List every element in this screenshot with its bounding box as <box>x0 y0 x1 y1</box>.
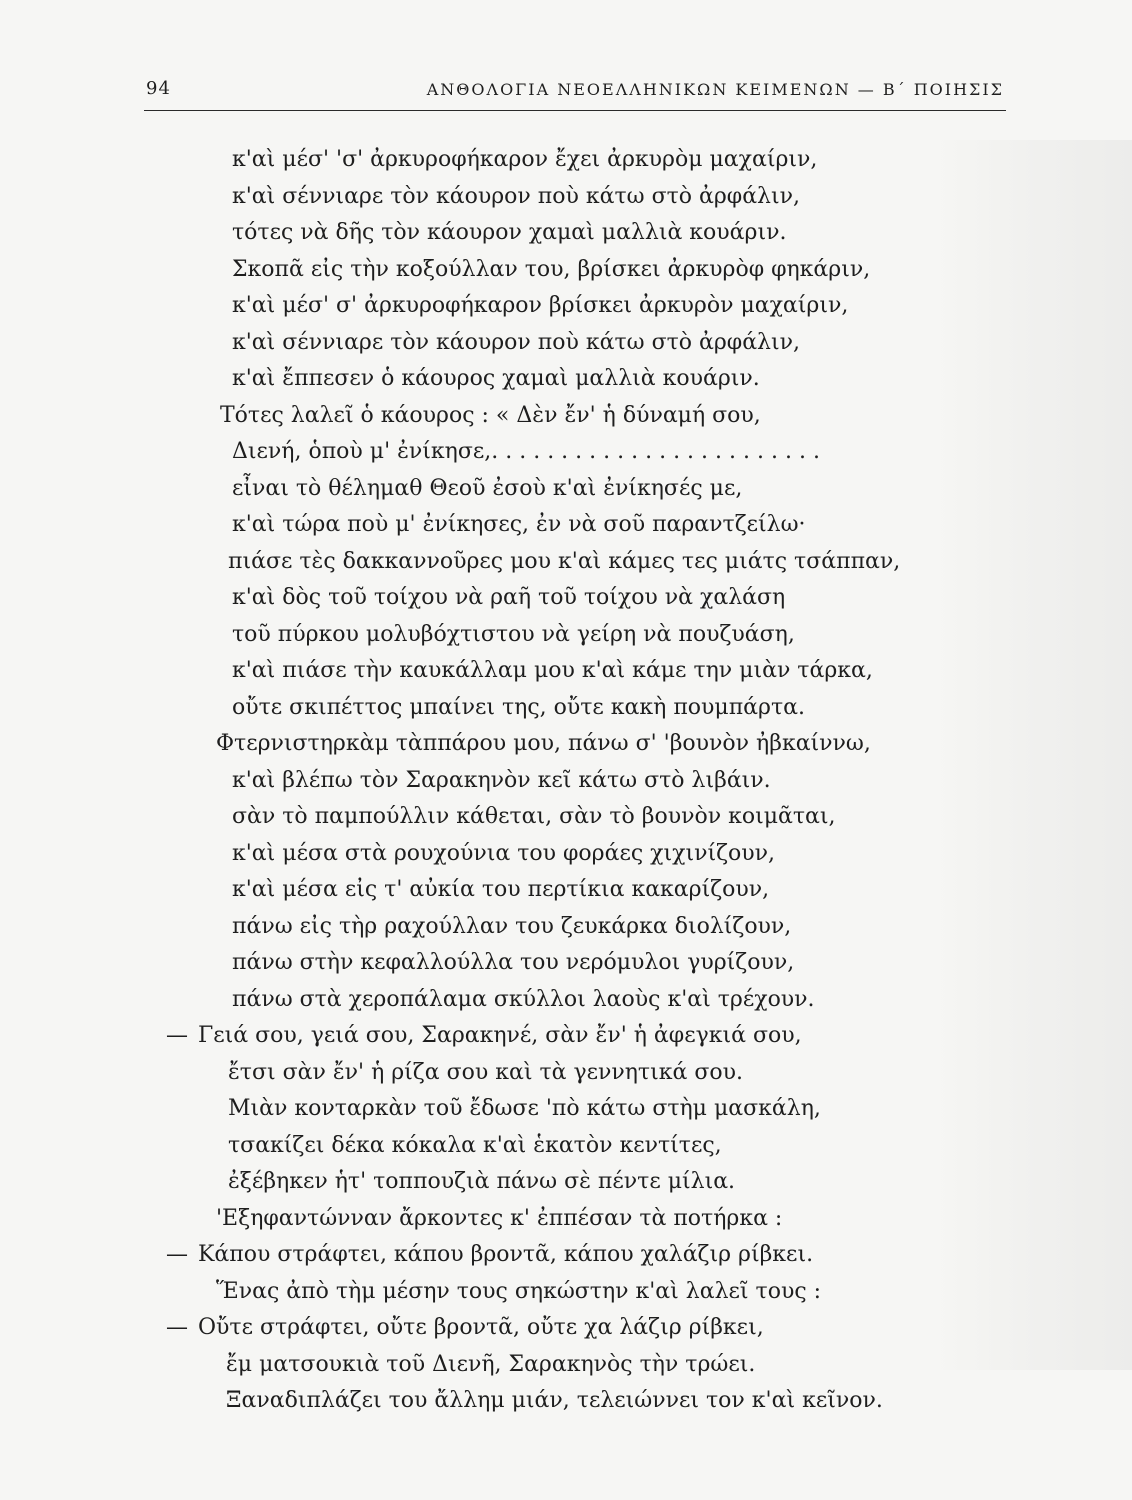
poem-line <box>192 799 992 836</box>
poem-line-text: τότες νὰ δῆς τὸν κάουρον χαμαὶ μαλλιὰ κουάριν. <box>232 220 787 245</box>
poem-line-text: Ἕνας ἀπὸ τὴμ μέσην τους σηκώστην κ'αὶ λαλεῖ τους : <box>216 1278 822 1304</box>
poem-line-text: τοῦ πύρκου μολυβόχτιστου νὰ γείρη νὰ πουζυάση, <box>232 621 795 647</box>
poem-line-text: πάνω στὰ χεροπάλαμα σκύλλοι λαοὺς κ'αὶ τρέχουν. <box>232 986 815 1012</box>
running-head: ΑΝΘΟΛΟΓΙΑ ΝΕΟΕΛΛΗΝΙΚΩΝ ΚΕΙΜΕΝΩΝ — Β΄ ΠΟΙΗΣΙΣ <box>426 80 1004 99</box>
poem-line-text: Διενή, ὁποὺ μ' ἐνίκησε,. . . . . . . . . . . . . . . . . . . . . . . . <box>232 439 820 464</box>
poem-line-text: Οὔτε στράφτει, οὔτε βροντᾶ, οὔτε χα λάζιρ ρίβκει, <box>198 1315 764 1340</box>
poem-line <box>166 1237 992 1274</box>
poem-line-text: κ'αὶ ἔππεσεν ὁ κάουρος χαμαὶ μαλλιὰ κουάριν. <box>232 366 760 391</box>
poem-line <box>192 471 992 508</box>
poem-line-text: Μιὰν κονταρκὰν τοῦ ἔδωσε 'πὸ κάτω στὴμ μασκάλη, <box>228 1096 821 1121</box>
poem-line-text: τσακίζει δέκα κόκαλα κ'αὶ ἑκατὸν κεντίτες, <box>228 1132 722 1158</box>
poem-line <box>166 1018 992 1055</box>
poem-line-text: κ'αὶ σέννιαρε τὸν κάουρον ποὺ κάτω στὸ ἀρφάλιν, <box>232 329 800 355</box>
poem-line-text: κ'αὶ μέσ' 'σ' ἀρκυροφήκαρον ἔχει ἀρκυρὸμ μαχαίριν, <box>232 147 818 172</box>
poem-line-text: Ξαναδιπλάζει του ἄλλημ μιάν, τελειώννει τον κ'αὶ κεῖνον. <box>226 1388 883 1413</box>
poem-line-text: Γειά σου, γειά σου, Σαρακηνέ, σὰν ἔν' ἡ ἀφεγκιά σου, <box>198 1023 802 1048</box>
poem-line <box>192 361 992 398</box>
poem-line-text: κ'αὶ πιάσε τὴν καυκάλλαμ μου κ'αὶ κάμε την μιὰν τάρκα, <box>232 658 873 683</box>
poem-line <box>192 288 992 325</box>
poem-line <box>192 142 992 179</box>
dialogue-dash: — <box>166 1023 188 1048</box>
poem-line <box>192 1274 992 1311</box>
poem-line-text: κ'αὶ μέσα στὰ ρουχούνια του φοράες χιχινίζουν, <box>232 840 775 866</box>
poem-line-text: ἔμ ματσουκιὰ τοῦ Διενῆ, Σαρακηνὸς τὴν τρώει. <box>226 1351 756 1377</box>
poem-line-text: σὰν τὸ παμπούλλιν κάθεται, σὰν τὸ βουνὸν κοιμᾶται, <box>232 804 836 829</box>
poem-line-text: πιάσε τὲς δακκαννοῦρες μου κ'αὶ κάμες τες μιάτς τσάππαν, <box>228 548 901 574</box>
poem-line <box>192 909 992 946</box>
poem-line-text: Φτερνιστηρκὰμ τὰππάρου μου, πάνω σ' 'βουνὸν ἠβκαίννω, <box>216 731 871 756</box>
poem-line-text: Σκοπᾶ εἰς τὴν κοξούλλαν του, βρίσκει ἀρκυρὸφ φηκάριν, <box>232 256 871 282</box>
poem-line <box>192 1055 992 1092</box>
poem-line <box>192 617 992 654</box>
poem-body <box>166 142 992 1420</box>
poem-line-text: εἶναι τὸ θέλημαθ Θεοῦ ἐσοὺ κ'αὶ ἐνίκησές με, <box>232 475 743 501</box>
poem-line-text: 'Εξηφαντώνναν ἄρκοντες κ' ἐππέσαν τὰ ποτήρκα : <box>216 1205 783 1231</box>
poem-line <box>192 982 992 1019</box>
poem-line <box>192 836 992 873</box>
poem-line <box>192 1383 992 1420</box>
poem-line-text: κ'αὶ σέννιαρε τὸν κάουρον ποὺ κάτω στὸ ἀρφάλιν, <box>232 183 800 209</box>
poem-line <box>192 690 992 727</box>
poem-line <box>192 434 992 471</box>
poem-line <box>192 1347 992 1384</box>
poem-line <box>192 325 992 362</box>
poem-line-text: οὔτε σκιπέττος μπαίνει της, οὔτε κακὴ πουμπάρτα. <box>232 694 805 720</box>
poem-line <box>192 398 992 435</box>
page-number: 94 <box>146 78 171 99</box>
poem-line <box>192 252 992 289</box>
poem-line <box>192 1091 992 1128</box>
poem-line-text: κ'αὶ μέσ' σ' ἀρκυροφήκαρον βρίσκει ἀρκυρὸν μαχαίριν, <box>232 293 849 318</box>
poem-line <box>192 1128 992 1165</box>
poem-line-text: κ'αὶ δὸς τοῦ τοίχου νὰ ραῆ τοῦ τοίχου νὰ χαλάση <box>232 585 786 610</box>
poem-line-text: πάνω στὴν κεφαλλούλλα του νερόμυλοι γυρίζουν, <box>232 950 795 975</box>
poem-line-text: κ'αὶ τώρα ποὺ μ' ἐνίκησες, ἐν νὰ σοῦ παραντζείλω· <box>232 512 806 537</box>
poem-line <box>192 1201 992 1238</box>
poem-line <box>192 726 992 763</box>
poem-line <box>192 763 992 800</box>
poem-line <box>192 872 992 909</box>
poem-line <box>192 179 992 216</box>
poem-line <box>166 1310 992 1347</box>
poem-line-text: κ'αὶ μέσα εἰς τ' αὐκία του περτίκια κακαρίζουν, <box>232 877 770 902</box>
poem-line <box>192 507 992 544</box>
poem-line-text: ἔτσι σὰν ἔν' ἡ ρίζα σου καὶ τὰ γεννητικά σου. <box>228 1059 743 1085</box>
poem-line <box>192 580 992 617</box>
poem-line <box>192 215 992 252</box>
dialogue-dash: — <box>166 1242 188 1267</box>
poem-line <box>192 1164 992 1201</box>
poem-line-text: ἐξέβηκεν ἡτ' τοππουζιὰ πάνω σὲ πέντε μίλια. <box>228 1169 736 1194</box>
poem-line-text: Κάπου στράφτει, κάπου βροντᾶ, κάπου χαλάζιρ ρίβκει. <box>198 1242 814 1267</box>
poem-line <box>192 653 992 690</box>
poem-line <box>192 945 992 982</box>
poem-line <box>192 544 992 581</box>
dialogue-dash: — <box>166 1315 188 1340</box>
poem-line-text: Τότες λαλεῖ ὁ κάουρος : « Δὲν ἔν' ἡ δύναμή σου, <box>220 402 761 428</box>
poem-line-text: κ'αὶ βλέπω τὸν Σαρακηνὸν κεῖ κάτω στὸ λιβάιν. <box>232 767 771 793</box>
header-rule <box>144 110 1006 111</box>
poem-line-text: πάνω εἰς τὴρ ραχούλλαν του ζευκάρκα διολίζουν, <box>232 913 792 939</box>
